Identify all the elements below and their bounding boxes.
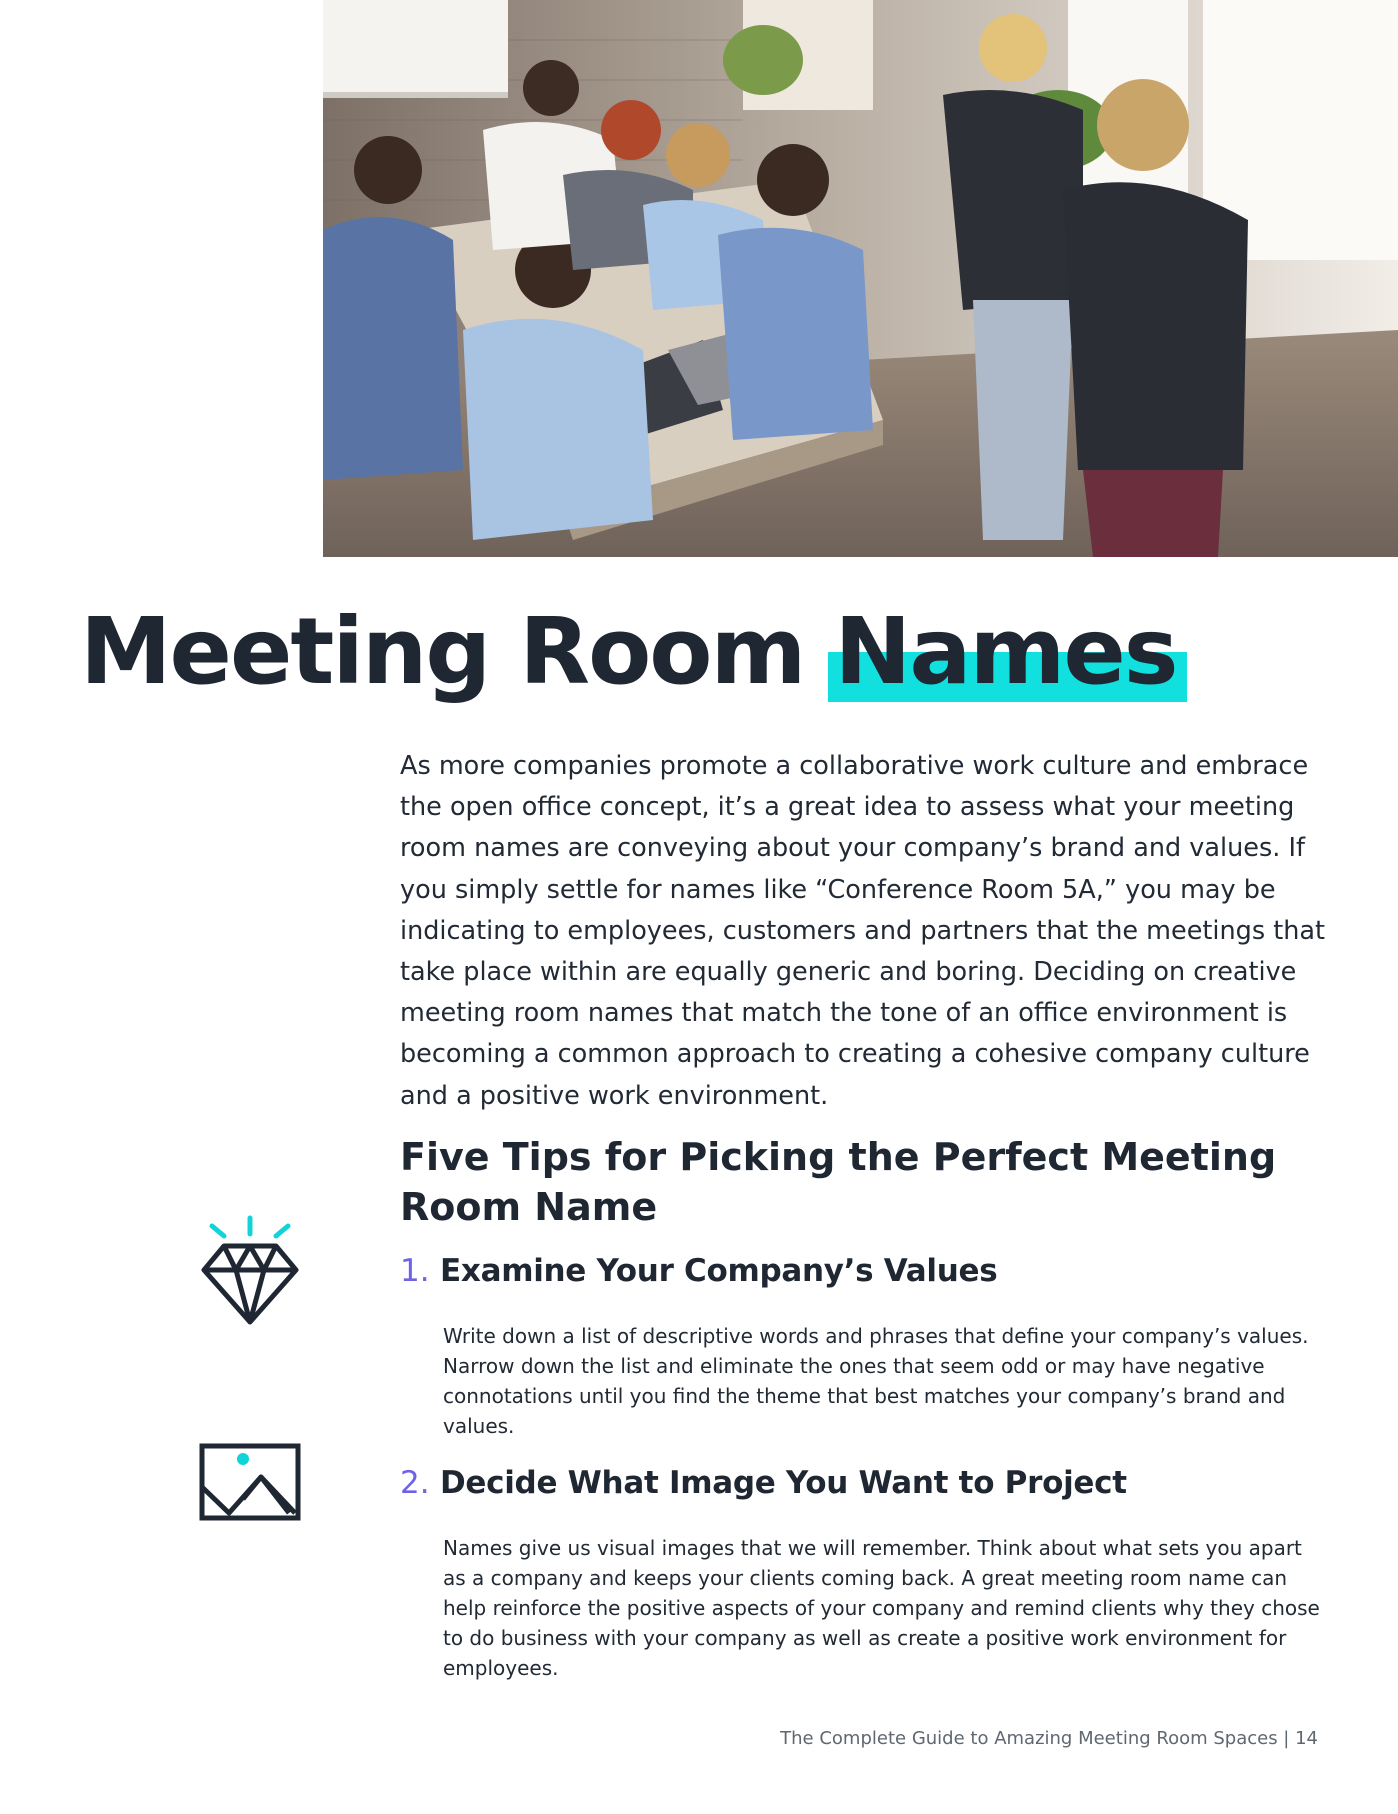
tip-2-title-text: Decide What Image You Want to Project — [440, 1465, 1127, 1501]
tip-1-number: 1. — [400, 1253, 430, 1289]
hero-photo-illustration — [323, 0, 1398, 557]
page-title — [80, 598, 1177, 705]
image-icon — [199, 1443, 301, 1521]
intro-paragraph: As more companies promote a collaborative work culture and embrace the open office concept, it’s a great idea to assess what your meeting room names are conveying about your company’s brand and values. If you simply settle for names like “Conference Room 5A,” you may be indicating to employees, customers and partners that the meetings that take place within are equally generic and boring. Deciding on creative meeting room names that match the tone of an office environment is becoming a common approach to creating a cohesive company culture and a positive work environment. — [400, 751, 1326, 1111]
tip-2-title — [400, 1463, 1127, 1503]
page-title-main: Meeting Room — [80, 598, 805, 705]
hero-photo — [323, 0, 1398, 557]
diamond-icon — [198, 1214, 302, 1328]
tip-1-title — [400, 1251, 997, 1291]
page-footer: The Complete Guide to Amazing Meeting Room Spaces | 14 — [780, 1728, 1318, 1749]
tip-2-body: Names give us visual images that we will remember. Think about what sets you apart as a company and keeps your clients coming back. A great meeting room name can help reinforce the positive aspects of your company and remind clients why they chose to do business with your company as well as create a positive work environment for employees. — [443, 1536, 1320, 1680]
tip-1-body: Write down a list of descriptive words and phrases that define your company’s values. Narrow down the list and eliminate the ones that seem odd or may have negative connotations until you find the theme that best matches your company’s brand and values. — [443, 1324, 1309, 1438]
section-heading: Five Tips for Picking the Perfect Meeting Room Name — [400, 1135, 1277, 1229]
page-title-highlight: Names — [834, 598, 1177, 705]
tip-2-number: 2. — [400, 1465, 430, 1501]
tip-1-title-text: Examine Your Company’s Values — [440, 1253, 998, 1289]
